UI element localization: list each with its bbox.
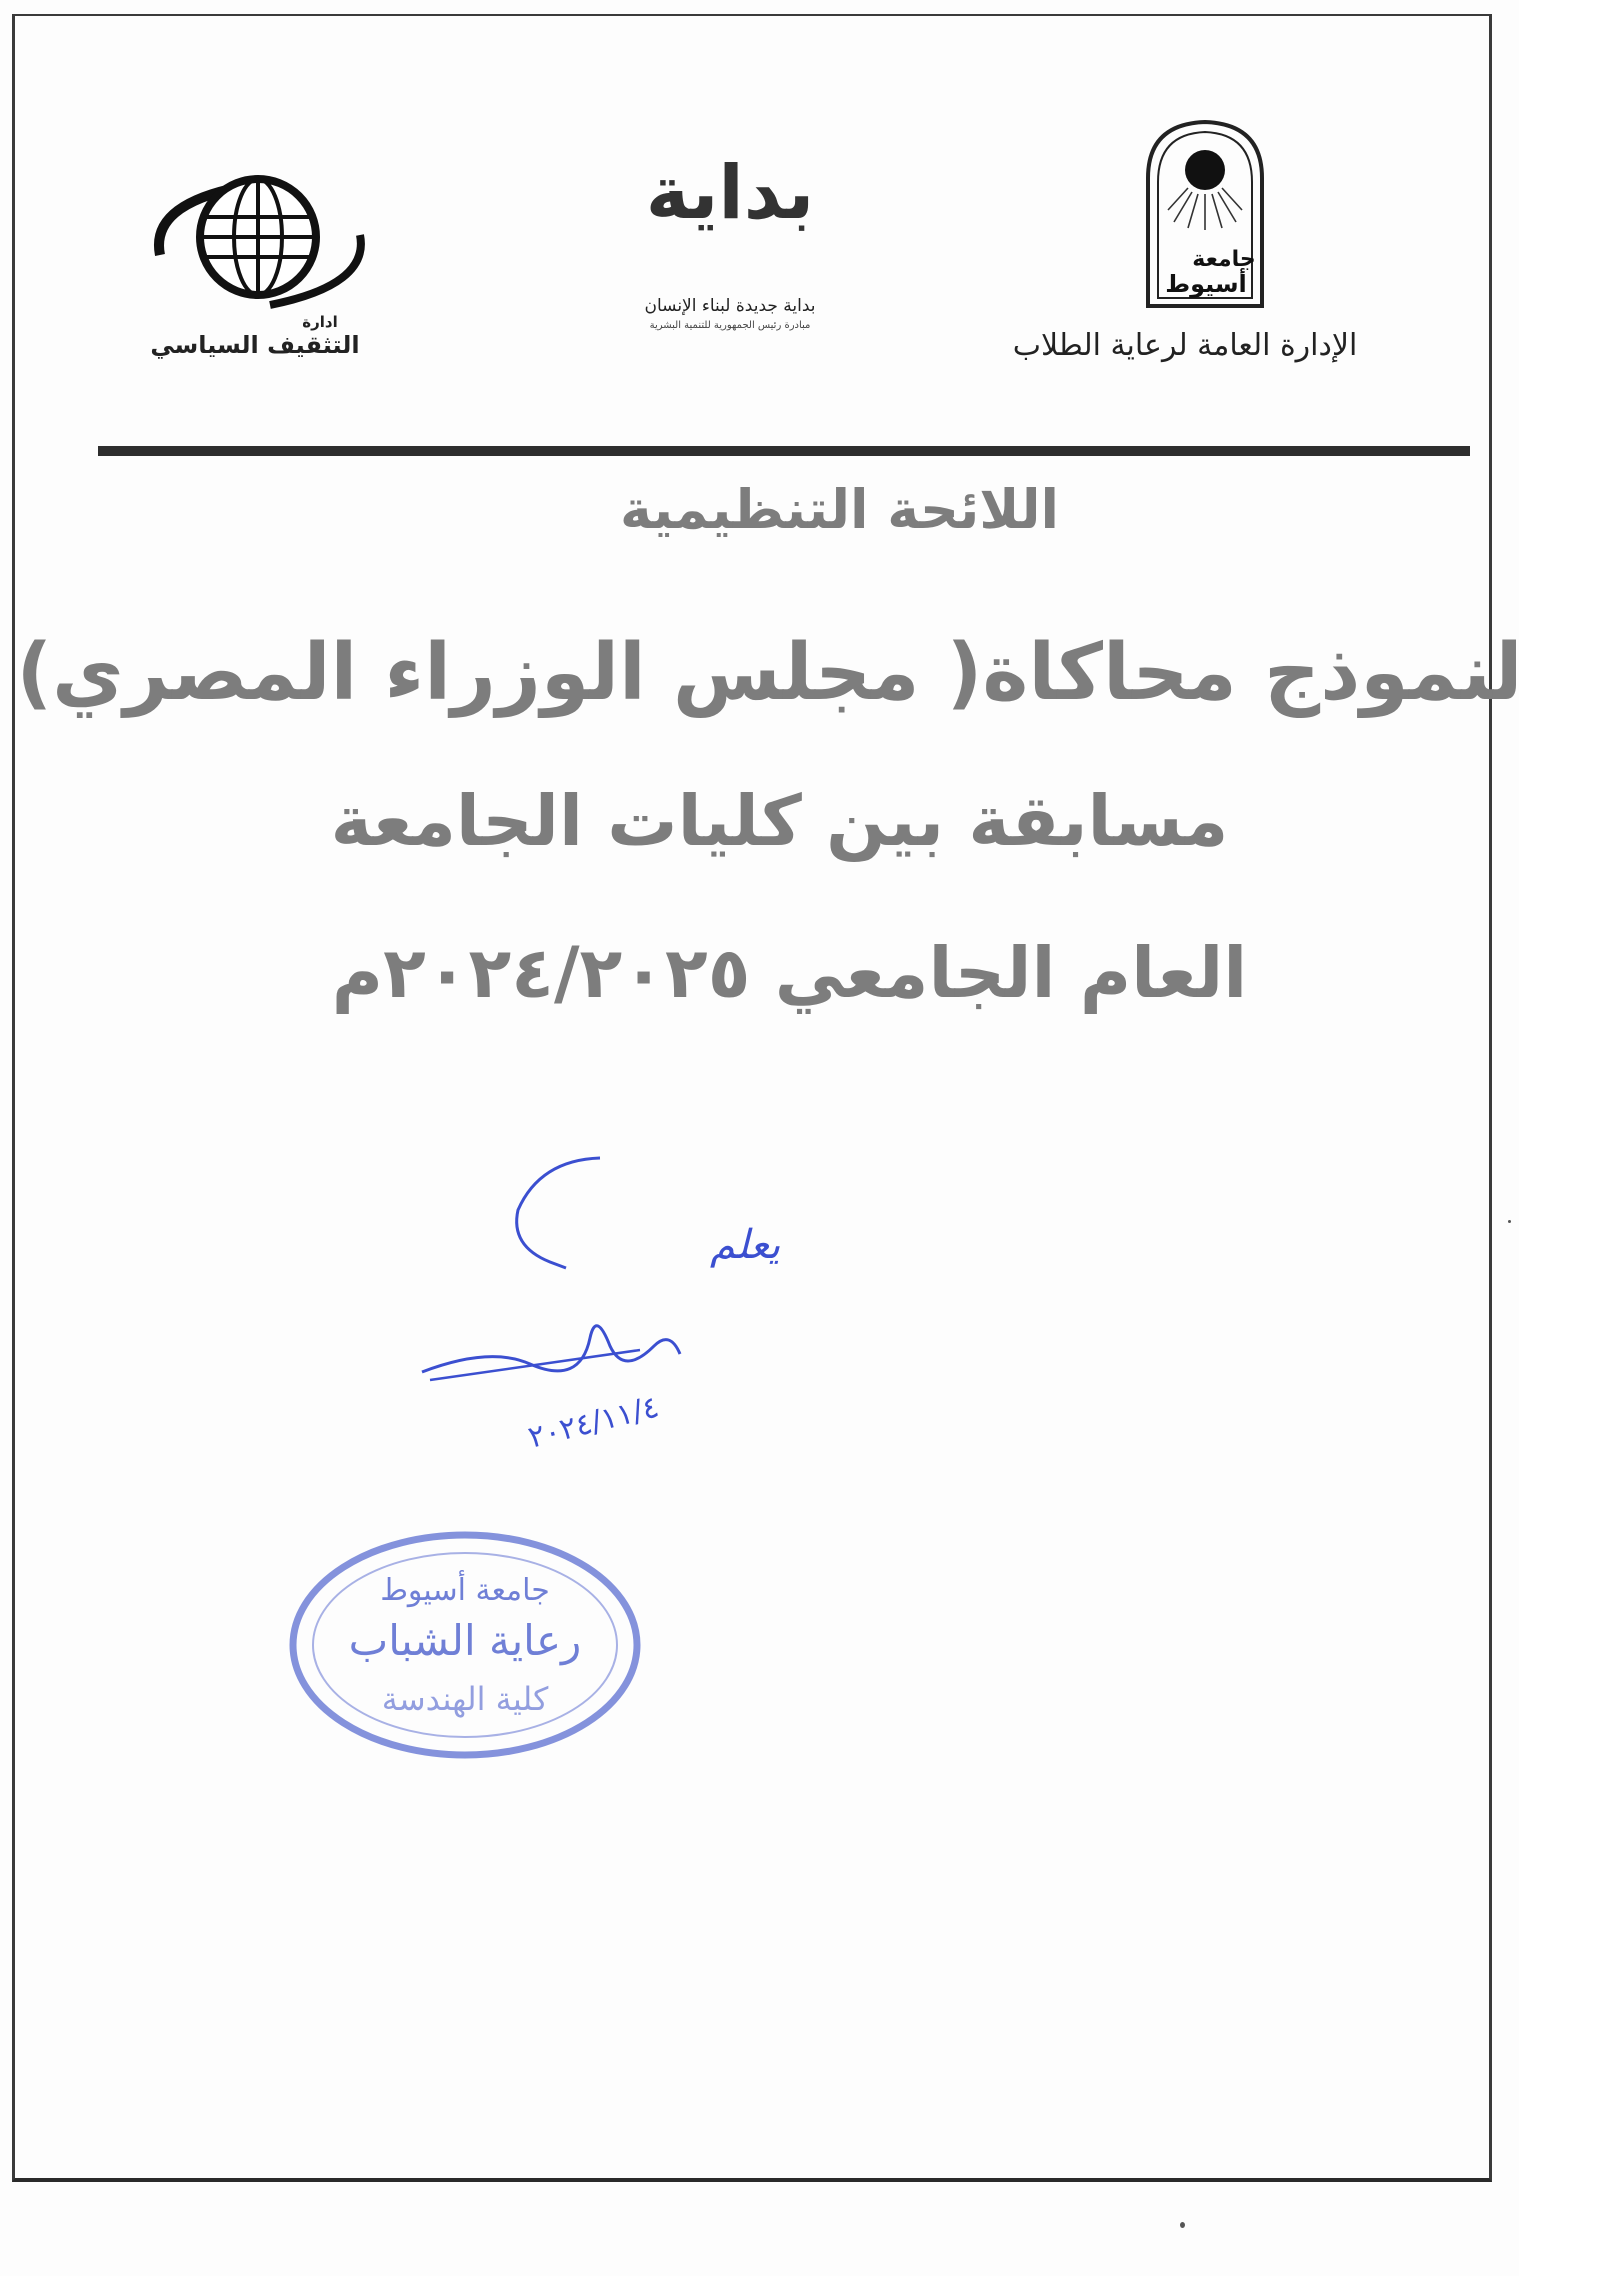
scan-speck	[1508, 1220, 1511, 1223]
academic-year: العام الجامعي ٢٠٢٤/٢٠٢٥م	[331, 932, 1248, 1014]
political-education-logo	[150, 165, 370, 365]
stamp-line-2: رعاية الشباب	[348, 1616, 582, 1665]
handwritten-signature	[410, 1150, 781, 1456]
competition-line: مسابقة بين كليات الجامعة	[330, 780, 1229, 862]
handwritten-date: ٢٠٢٤/١١/٤	[524, 1389, 663, 1456]
header-divider	[98, 446, 1470, 456]
stamp-line-3: كلية الهندسة	[381, 1680, 549, 1718]
political-education-caption: التثقيف السياسي	[150, 331, 360, 359]
department-label: ادارة	[302, 313, 338, 331]
emblem-text-1: جامعة	[1192, 247, 1256, 272]
emblem-text-2: أسيوط	[1165, 270, 1247, 298]
handwritten-note: يعلم	[710, 1222, 781, 1268]
university-emblem-icon	[1140, 118, 1270, 308]
document-heading: اللائحة التنظيمية	[619, 478, 1060, 541]
initiative-caption-2: مبادرة رئيس الجمهورية للتنمية البشرية	[649, 320, 811, 331]
document-subject: لنموذج محاكاة( مجلس الوزراء المصري)	[16, 628, 1523, 718]
faculty-stamp	[285, 1520, 645, 1770]
student-affairs-caption: الإدارة العامة لرعاية الطلاب	[1012, 328, 1358, 363]
new-beginning-logo	[600, 140, 860, 340]
globe-icon	[150, 165, 370, 315]
scan-speck	[1180, 2222, 1185, 2228]
stamp-line-1: جامعة أسيوط	[380, 1573, 550, 1608]
initiative-caption-1: بداية جديدة لبناء الإنسان	[644, 296, 816, 316]
initiative-mark: بداية	[645, 150, 815, 236]
assiut-university-logo	[1000, 118, 1370, 378]
